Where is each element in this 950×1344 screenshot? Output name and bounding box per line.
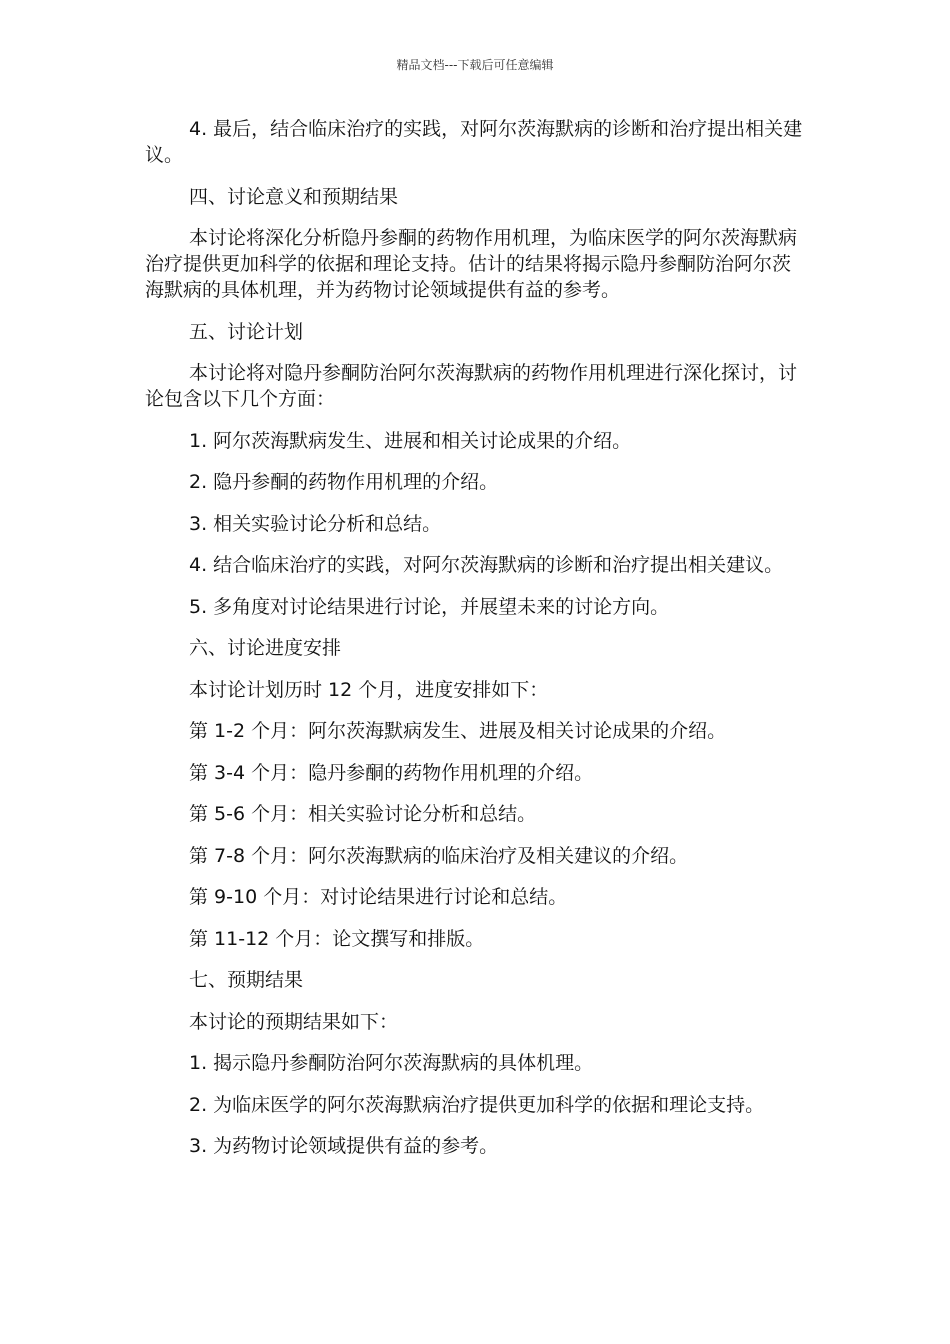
section-heading-plan: 五、讨论计划 (189, 320, 304, 343)
section-heading-significance: 四、讨论意义和预期结果 (189, 185, 399, 208)
section-heading-schedule: 六、讨论进度安排 (189, 637, 342, 659)
schedule-item: 第 7-8 个月：阿尔茨海默病的临床治疗及相关建议的介绍。 (189, 844, 689, 867)
list-item: 1. 阿尔茨海默病发生、进展和相关讨论成果的介绍。 (189, 429, 632, 452)
schedule-item: 第 11-12 个月：论文撰写和排版。 (189, 927, 485, 950)
paragraph-results-intro: 本讨论的预期结果如下： (189, 1010, 399, 1033)
page-header: 精品文档---下载后可任意编辑 (396, 58, 554, 72)
schedule-item: 第 3-4 个月：隐丹参酮的药物作用机理的介绍。 (189, 761, 594, 784)
paragraph-schedule-intro: 本讨论计划历时 12 个月，进度安排如下： (189, 678, 549, 701)
list-item: 3. 为药物讨论领域提供有益的参考。 (189, 1135, 499, 1157)
list-item: 3. 相关实验讨论分析和总结。 (189, 512, 442, 535)
list-item: 2. 隐丹参酮的药物作用机理的介绍。 (189, 471, 499, 493)
list-item: 1. 揭示隐丹参酮防治阿尔茨海默病的具体机理。 (189, 1052, 594, 1074)
schedule-item: 第 1-2 个月：阿尔茨海默病发生、进展及相关讨论成果的介绍。 (189, 720, 727, 742)
paragraph-plan-intro: 本讨论将对隐丹参酮防治阿尔茨海默病的药物作用机理进行深化探讨，讨论包含以下几个方面： (145, 362, 798, 410)
list-item-final-suggestion: 4. 最后，结合临床治疗的实践，对阿尔茨海默病的诊断和治疗提出相关建议。 (145, 118, 803, 166)
paragraph-significance: 本讨论将深化分析隐丹参酮的药物作用机理，为临床医学的阿尔茨海默病治疗提供更加科学的依据和理论支持。估计的结果将揭示隐丹参酮防治阿尔茨海默病的具体机理，并为药物讨论领域提供有益的参考。 (145, 227, 798, 301)
schedule-item: 第 5-6 个月：相关实验讨论分析和总结。 (189, 803, 537, 825)
document-body (145, 116, 805, 1175)
list-item: 4. 结合临床治疗的实践，对阿尔茨海默病的诊断和治疗提出相关建议。 (189, 554, 784, 576)
schedule-item: 第 9-10 个月：对讨论结果进行讨论和总结。 (189, 886, 568, 908)
section-heading-expected-results: 七、预期结果 (189, 969, 304, 991)
list-item: 2. 为临床医学的阿尔茨海默病治疗提供更加科学的依据和理论支持。 (189, 1093, 765, 1116)
list-item: 5. 多角度对讨论结果进行讨论，并展望未来的讨论方向。 (189, 595, 670, 618)
